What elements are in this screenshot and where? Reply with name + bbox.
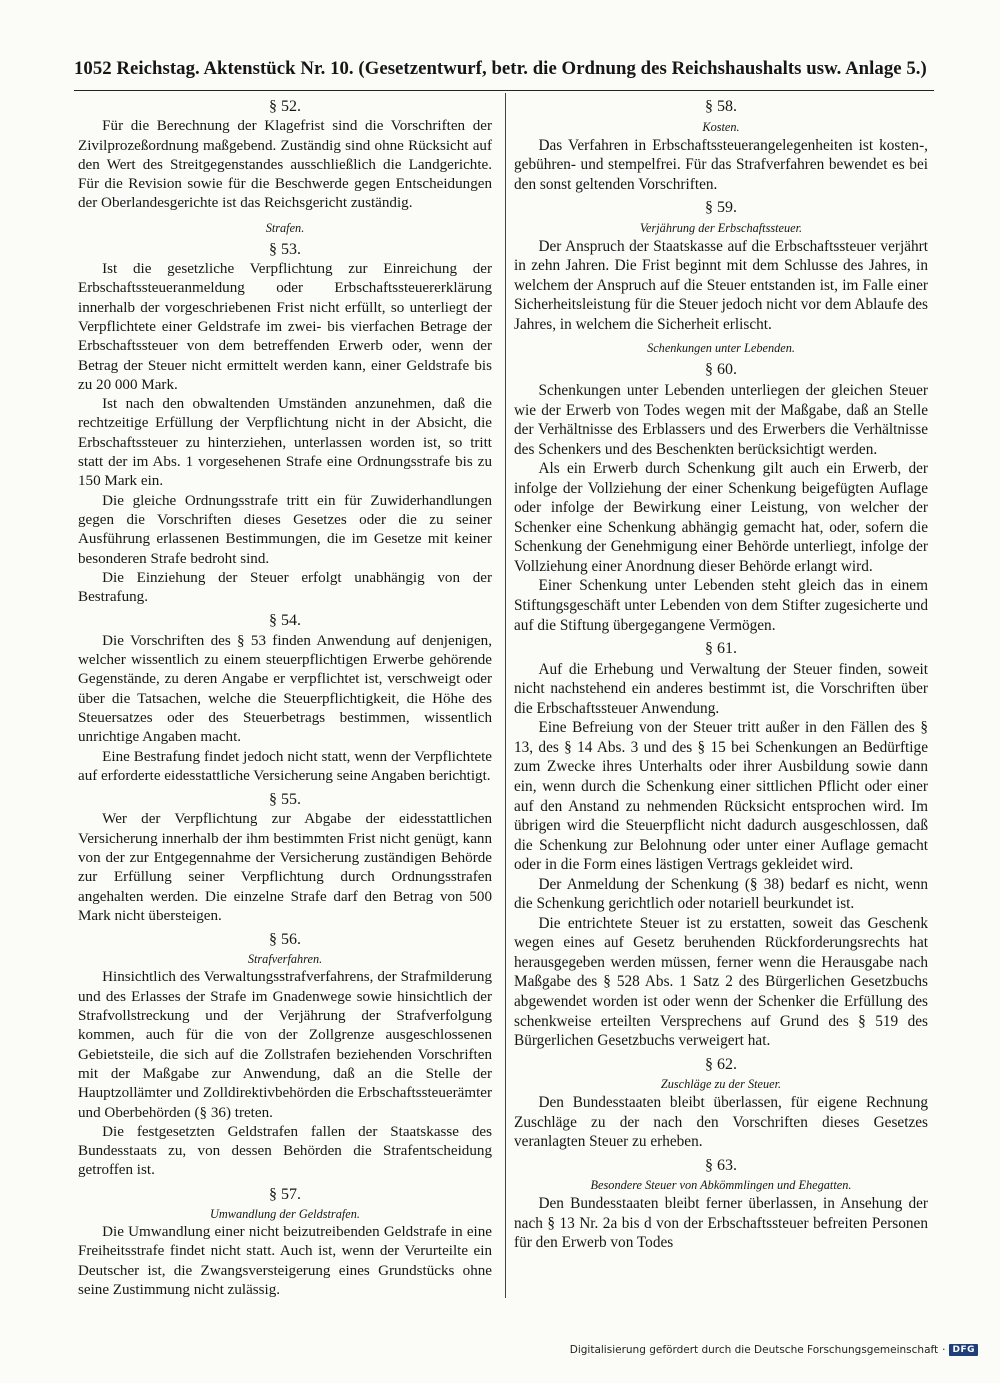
- section-number: § 63.: [705, 1156, 737, 1174]
- paragraph: Der Anspruch der Staatskasse auf die Erbschaftssteuer verjährt in zehn Jahren. Die Frist beginnt mit dem Schlusse des Jahres, in welchem der Anspruch auf die Steuer entstanden ist, im Falle einer Sicherheitsleistung für die Steuer jedoch nicht vor dem Ablaufe des Jahres, in welchem die Sicherheit erlischt.: [514, 237, 928, 333]
- section-heading: Schenkungen unter Lebenden.: [647, 341, 795, 356]
- section-heading: Umwandlung der Geldstrafen.: [210, 1207, 360, 1222]
- paragraph: Der Anmeldung der Schenkung (§ 38) bedarf es nicht, wenn die Schenkung gerichtlich oder notariell beurkundet ist.: [514, 875, 928, 913]
- paragraph: Hinsichtlich des Verwaltungsstrafverfahrens, der Strafmilderung und des Erlasses der Strafe im Gnadenwege sowie hinsichtlich der Strafvollstreckung und der Verjährung der Strafverfolgung kommen, auch für die von der Zollgrenze ausgeschlossenen Gebietsteile, die sich auf die Zollstrafen beziehenden Vorschriften mit der Maßgabe zur Anwendung, daß an die Stelle der Hauptzollämter und Zolldirektivbehörden die Erbschaftssteuerämter und Oberbehörden (§ 36) treten.: [78, 969, 492, 1121]
- paragraph: Einer Schenkung unter Lebenden steht gleich das in einem Stiftungsgeschäft unter Lebenden von dem Stifter zugesicherte und auf die Stiftung übergegangene Vermögen.: [514, 577, 928, 634]
- paragraph: Die Einziehung der Steuer erfolgt unabhängig von der Bestrafung.: [78, 569, 492, 606]
- paragraph: Das Verfahren in Erbschaftssteuerangelegenheiten ist kosten-, gebühren- und stempelfrei. Für das Strafverfahren bewendet es bei den sonst geltenden Vorschriften.: [514, 136, 928, 193]
- paragraph: Die entrichtete Steuer ist zu erstatten, soweit das Geschenk wegen eines auf Gesetz beruhenden Rückforderungsrechts hat herausgegeben werden müssen, ferner wenn die Herausgabe nach Maßgabe des § 528 Abs. 1 Satz 2 des Bürgerlichen Gesetzbuchs abgewendet worden ist oder wenn der Schenker die Erfüllung des schenkweise erteilten Versprechens auf Grund des § 519 des Bürgerlichen Gesetzbuchs verweigert hat.: [514, 914, 928, 1050]
- paragraph: Auf die Erhebung und Verwaltung der Steuer finden, soweit nicht nachstehend ein anderes bestimmt ist, die Vorschriften über die Erbschaftssteuer Anwendung.: [514, 660, 928, 717]
- section-heading: Strafen.: [265, 220, 305, 235]
- section-number: § 55.: [269, 791, 301, 809]
- section-heading: Zuschläge zu der Steuer.: [660, 1077, 782, 1092]
- section-number: § 58.: [705, 98, 737, 115]
- paragraph: Eine Bestrafung findet jedoch nicht statt, wenn der Verpflichtete auf erforderte eidesstattliche Versicherung seine Angaben berichtigt.: [78, 748, 492, 784]
- right-column: [514, 97, 928, 1253]
- section-number: § 59.: [705, 199, 737, 217]
- paragraph: Den Bundesstaaten bleibt ferner überlassen, in Ansehung der nach § 13 Nr. 2a bis d von der Erbschaftssteuer befreiten Personen für den Erwerb von Todes: [514, 1195, 928, 1252]
- header-rule: [74, 90, 934, 91]
- section-heading: Strafverfahren.: [247, 952, 323, 967]
- paragraph: Für die Berechnung der Klagefrist sind die Vorschriften der Zivilprozeßordnung maßgebend. Zuständig sind ohne Rücksicht auf den Wert des Streitgegenstandes ausschließlich die Landgerichte. Für die Revision sowie für die Beschwerde gegen Entscheidungen der Oberlandesgerichte ist das Reichsgericht zuständig.: [78, 118, 492, 212]
- section-number: § 52.: [269, 98, 301, 115]
- paragraph: Die gleiche Ordnungsstrafe tritt ein für Zuwiderhandlungen gegen die Vorschriften dieses Gesetzes oder die zu seiner Ausführung erlassenen Bestimmungen, die im Gesetze mit keiner besonderen Strafe bedroht sind.: [78, 492, 492, 567]
- paragraph: Die Vorschriften des § 53 finden Anwendung auf denjenigen, welcher wissentlich zu einem steuerpflichtigen Erwerbe gehörende Gegenstände, zu deren Angabe er verpflichtet ist, verschweigt oder über die Tatsachen, welche die Steuerpflichtigkeit, die Höhe des Steuersatzes oder des Steuerbetrags bestimmen, wissentlich unrichtige Angaben macht.: [78, 632, 492, 746]
- column-divider: [505, 93, 506, 1298]
- paragraph: Schenkungen unter Lebenden unterliegen der gleichen Steuer wie der Erwerb von Todes wegen mit der Maßgabe, daß an Stelle der Verhältnisse des Erblassers und des Erwerbers die Verhältnisse des Schenkers und des Beschenkten berücksichtigt werden.: [514, 382, 928, 458]
- left-column: [78, 97, 492, 1300]
- section-number: § 61.: [705, 640, 737, 658]
- footer-credit: Digitalisierung gefördert durch die Deutsche Forschungsgemeinschaft · DFG: [570, 1344, 978, 1356]
- section-number: § 56.: [269, 931, 301, 949]
- section-heading: Besondere Steuer von Abkömmlingen und Ehegatten.: [590, 1178, 852, 1193]
- section-number: § 53.: [269, 240, 301, 258]
- paragraph: Ist die gesetzliche Verpflichtung zur Einreichung der Erbschaftssteueranmeldung oder Erbschaftssteuererklärung innerhalb der vorgeschriebenen Frist nicht erfüllt, so unterliegt der Verpflichtete einer Geldstrafe im zwei- bis vierfachen Betrage der Erbschaftssteuer von dem betreffenden Erwerb oder, wenn der Betrag der Steuer nicht ermittelt werden kann, einer Geldstrafe bis zu 20 000 Mark.: [78, 261, 492, 393]
- paragraph: Den Bundesstaaten bleibt überlassen, für eigene Rechnung Zuschläge zu der nach den Vorschriften dieses Gesetzes veranlagten Steuer zu erheben.: [514, 1094, 928, 1151]
- paragraph: Ist nach den obwaltenden Umständen anzunehmen, daß die rechtzeitige Erfüllung der Verpflichtung nicht in der Absicht, die Erbschaftssteuer zu hinterziehen, unterlassen worden ist, so tritt statt der im Abs. 1 vorgesehenen Strafe eine Ordnungsstrafe bis zu 150 Mark ein.: [78, 396, 492, 490]
- section-number: § 60.: [705, 361, 737, 379]
- paragraph: Als ein Erwerb durch Schenkung gilt auch ein Erwerb, der infolge der Vollziehung der einer Schenkung beigefügten Auflage oder infolge der Bewirkung einer Leistung, von welcher der Schenker eine Schenkung abhängig gemacht hat, oder, sofern die Schenkung der Genehmigung einer Behörde unterliegt, infolge der Vollziehung einer Anordnung dieser Behörde erlangt wird.: [514, 460, 928, 575]
- paragraph: Wer der Verpflichtung zur Abgabe der eidesstattlichen Versicherung innerhalb der ihm bestimmten Frist nicht genügt, kann von der zur Entgegennahme der Versicherung zuständigen Behörde zur Erfüllung seiner Verpflichtung durch Ordnungsstrafen angehalten werden. Die einzelne Strafe darf den Betrag von 500 Mark nicht übersteigen.: [78, 811, 492, 924]
- footer-text: Digitalisierung gefördert durch die Deutsche Forschungsgemeinschaft: [569, 1344, 939, 1356]
- paragraph: Die Umwandlung einer nicht beizutreibenden Geldstrafe in eine Freiheitsstrafe findet nicht statt. Auch ist, wenn der Verurteilte ein Deutscher ist, die Zwangsversteigerung eines Grundstücks ohne seine Zustimmung nicht zulässig.: [78, 1224, 492, 1298]
- page-header: 1052 Reichstag. Aktenstück Nr. 10. (Gesetzentwurf, betr. die Ordnung des Reichshaushalts usw. Anlage 5.): [74, 58, 927, 79]
- dfg-logo-icon: DFG: [949, 1344, 978, 1356]
- section-heading: Verjährung der Erbschaftssteuer.: [639, 220, 803, 235]
- section-number: § 57.: [269, 1185, 301, 1203]
- paragraph: Die festgesetzten Geldstrafen fallen der Staatskasse des Bundesstaats zu, von dessen Behörden die Strafentscheidung getroffen ist.: [78, 1123, 492, 1179]
- paragraph: Eine Befreiung von der Steuer tritt außer in den Fällen des § 13, des § 14 Abs. 3 und des § 15 bei Schenkungen an Bedürftige zum Zwecke ihres Unterhalts oder ihrer Ausbildung sowie dann ein, wenn durch die Schenkung einer sittlichen Pflicht oder einer auf den Anstand zu nehmenden Rücksicht entsprochen wird. Im übrigen wird die Steuerpflicht nicht dadurch ausgeschlossen, daß die Schenkung zur Belohnung oder unter einer Auflage gemacht oder in die Form eines lästigen Vertrags gekleidet wird.: [514, 719, 928, 874]
- section-number: § 54.: [269, 612, 301, 630]
- section-number: § 62.: [705, 1055, 737, 1073]
- section-heading: Kosten.: [702, 119, 740, 134]
